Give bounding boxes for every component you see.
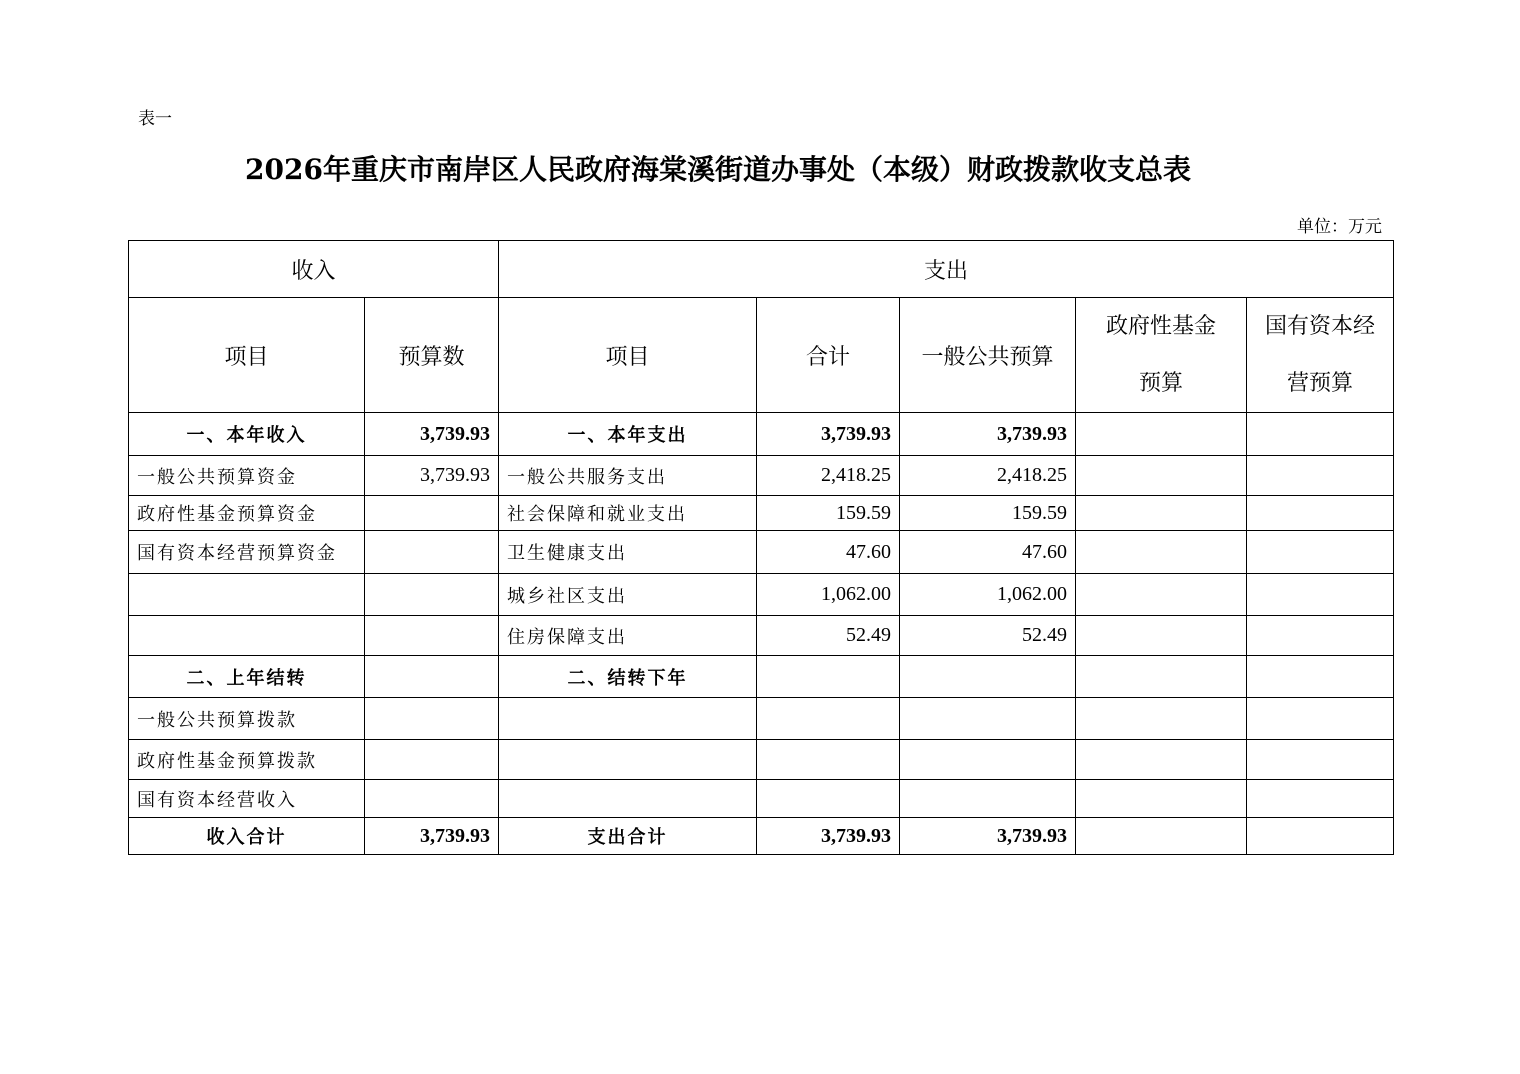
table-row <box>129 656 1394 698</box>
income-budget-cell <box>365 531 499 574</box>
expenditure-total-value: 3,739.93 <box>757 818 900 855</box>
income-budget-cell <box>365 496 499 531</box>
income-budget-header: 预算数 <box>365 298 499 413</box>
income-item-cell: 国有资本经营预算资金 <box>129 531 365 574</box>
table-row <box>129 574 1394 616</box>
table-row <box>129 456 1394 496</box>
soe-budget-cell <box>1247 531 1394 574</box>
expenditure-header: 支出 <box>499 241 1394 298</box>
income-total-label: 收入合计 <box>129 818 365 855</box>
income-item-cell: 一般公共预算资金 <box>129 456 365 496</box>
table-row <box>129 616 1394 656</box>
income-item-cell: 一、本年收入 <box>129 413 365 456</box>
expenditure-total-cell: 1,062.00 <box>757 574 900 616</box>
general-budget-total-value: 3,739.93 <box>900 818 1076 855</box>
income-budget-cell <box>365 780 499 818</box>
gov-fund-budget-cell <box>1076 780 1247 818</box>
soe-budget-cell <box>1247 496 1394 531</box>
general-budget-cell: 159.59 <box>900 496 1076 531</box>
table-row-total <box>129 818 1394 855</box>
income-budget-cell <box>365 740 499 780</box>
expenditure-total-cell <box>757 698 900 740</box>
unit-note: 单位：万元 <box>1297 217 1382 237</box>
expenditure-item-cell <box>499 698 757 740</box>
income-item-header: 项目 <box>129 298 365 413</box>
soe-budget-cell <box>1247 413 1394 456</box>
gov-fund-budget-cell <box>1076 531 1247 574</box>
page-title: 2026年重庆市南岸区人民政府海棠溪街道办事处（本级）财政拨款收支总表 <box>245 153 1191 186</box>
soe-budget-header-line1: 国有资本经 <box>1265 314 1376 339</box>
soe-budget-cell <box>1247 698 1394 740</box>
expenditure-item-cell: 一、本年支出 <box>499 413 757 456</box>
expenditure-total-cell: 47.60 <box>757 531 900 574</box>
soe-budget-cell <box>1247 740 1394 780</box>
income-item-cell: 政府性基金预算资金 <box>129 496 365 531</box>
table-row <box>129 740 1394 780</box>
soe-budget-cell <box>1247 656 1394 698</box>
gov-fund-budget-cell <box>1076 740 1247 780</box>
expenditure-item-cell <box>499 740 757 780</box>
income-budget-cell: 3,739.93 <box>365 413 499 456</box>
general-budget-cell <box>900 780 1076 818</box>
income-budget-cell: 3,739.93 <box>365 456 499 496</box>
expenditure-item-header: 项目 <box>499 298 757 413</box>
expenditure-item-cell: 社会保障和就业支出 <box>499 496 757 531</box>
expenditure-total-cell <box>757 780 900 818</box>
income-item-cell <box>129 616 365 656</box>
expenditure-total-cell <box>757 656 900 698</box>
table-row <box>129 698 1394 740</box>
soe-budget-cell <box>1247 456 1394 496</box>
gov-fund-budget-header-line2: 预算 <box>1139 371 1184 396</box>
income-budget-cell <box>365 574 499 616</box>
general-budget-cell: 2,418.25 <box>900 456 1076 496</box>
income-item-cell: 政府性基金预算拨款 <box>129 740 365 780</box>
general-budget-cell: 1,062.00 <box>900 574 1076 616</box>
budget-summary-table <box>128 240 1394 855</box>
header-row-groups <box>129 241 1394 298</box>
expenditure-item-cell: 卫生健康支出 <box>499 531 757 574</box>
gov-fund-budget-total-value <box>1076 818 1247 855</box>
gov-fund-budget-cell <box>1076 616 1247 656</box>
expenditure-total-label: 支出合计 <box>499 818 757 855</box>
income-item-cell: 二、上年结转 <box>129 656 365 698</box>
income-budget-cell <box>365 698 499 740</box>
general-budget-header: 一般公共预算 <box>900 298 1076 413</box>
gov-fund-budget-cell <box>1076 496 1247 531</box>
table-row <box>129 780 1394 818</box>
expenditure-total-cell: 2,418.25 <box>757 456 900 496</box>
gov-fund-budget-header <box>1076 298 1247 413</box>
gov-fund-budget-cell <box>1076 656 1247 698</box>
gov-fund-budget-cell <box>1076 698 1247 740</box>
expenditure-total-cell: 52.49 <box>757 616 900 656</box>
income-item-cell: 国有资本经营收入 <box>129 780 365 818</box>
expenditure-item-cell: 二、结转下年 <box>499 656 757 698</box>
expenditure-item-cell <box>499 780 757 818</box>
gov-fund-budget-cell <box>1076 456 1247 496</box>
gov-fund-budget-header-line1: 政府性基金 <box>1106 314 1217 339</box>
header-row-columns <box>129 298 1394 413</box>
soe-budget-cell <box>1247 780 1394 818</box>
income-budget-cell <box>365 616 499 656</box>
general-budget-cell: 3,739.93 <box>900 413 1076 456</box>
expenditure-total-cell: 159.59 <box>757 496 900 531</box>
income-total-value: 3,739.93 <box>365 818 499 855</box>
expenditure-item-cell: 城乡社区支出 <box>499 574 757 616</box>
table-row <box>129 496 1394 531</box>
soe-budget-header-line2: 营预算 <box>1287 371 1354 396</box>
general-budget-cell <box>900 698 1076 740</box>
general-budget-cell <box>900 740 1076 780</box>
gov-fund-budget-cell <box>1076 413 1247 456</box>
general-budget-cell: 47.60 <box>900 531 1076 574</box>
income-item-cell: 一般公共预算拨款 <box>129 698 365 740</box>
table-row <box>129 413 1394 456</box>
gov-fund-budget-cell <box>1076 574 1247 616</box>
expenditure-item-cell: 住房保障支出 <box>499 616 757 656</box>
table-row <box>129 531 1394 574</box>
expenditure-total-cell <box>757 740 900 780</box>
soe-budget-header <box>1247 298 1394 413</box>
general-budget-cell <box>900 656 1076 698</box>
expenditure-total-cell: 3,739.93 <box>757 413 900 456</box>
table-number: 表一 <box>138 109 172 129</box>
income-header: 收入 <box>129 241 499 298</box>
soe-budget-total-value <box>1247 818 1394 855</box>
soe-budget-cell <box>1247 574 1394 616</box>
income-budget-cell <box>365 656 499 698</box>
income-item-cell <box>129 574 365 616</box>
soe-budget-cell <box>1247 616 1394 656</box>
expenditure-item-cell: 一般公共服务支出 <box>499 456 757 496</box>
general-budget-cell: 52.49 <box>900 616 1076 656</box>
expenditure-total-header: 合计 <box>757 298 900 413</box>
